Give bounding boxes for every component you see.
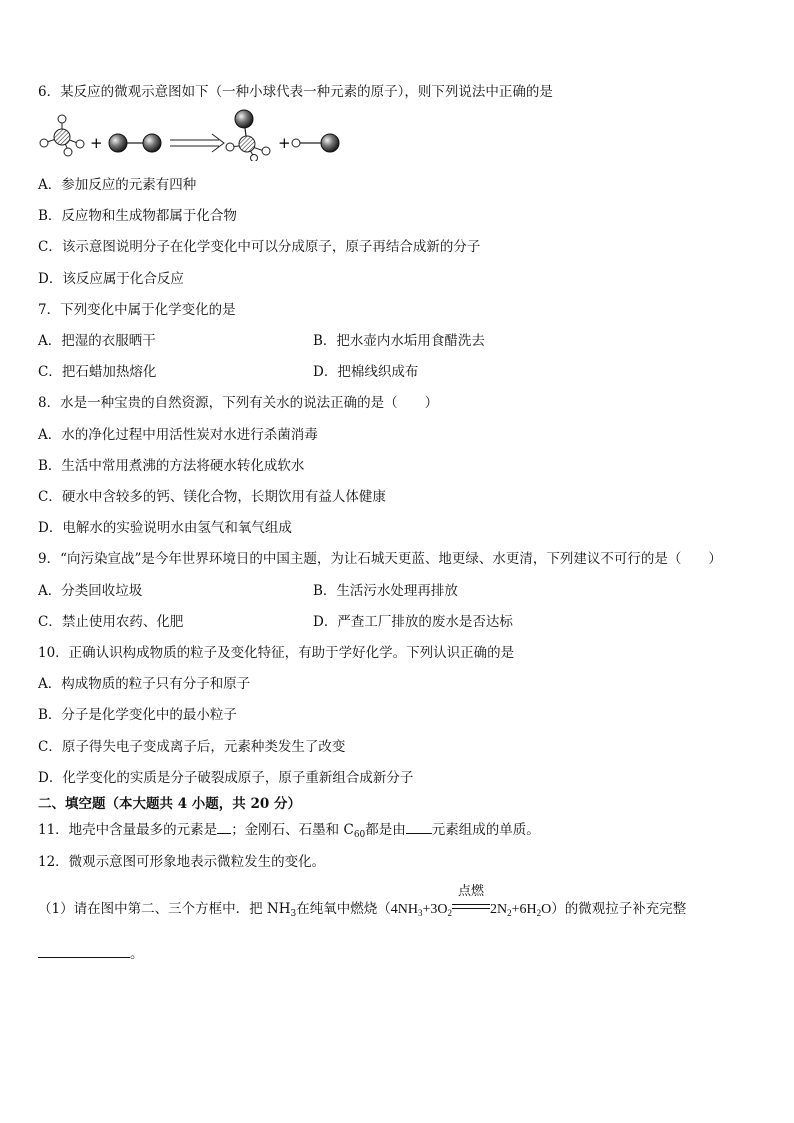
q8-option-b: B．生活中常用煮沸的方法将硬水转化成软水 (38, 458, 305, 474)
q9-option-b: B．生活污水处理再排放 (313, 583, 458, 599)
hatched-atom (54, 129, 70, 145)
q10-option-c: C．原子得失电子变成离子后，元素种类发生了改变 (38, 739, 346, 755)
product-molecule-1 (226, 110, 270, 161)
small-atom (58, 115, 66, 123)
q12-nh3-sub: 3 (290, 909, 297, 919)
q6-option-d: D．该反应属于化合反应 (38, 271, 184, 287)
q11-part4: 元素组成的单质。 (431, 822, 540, 838)
q7-option-a: A．把湿的衣服晒干 (38, 333, 156, 349)
q6-option-c: C．该示意图说明分子在化学变化中可以分成原子，原子再结合成新的分子 (38, 239, 481, 255)
dark-atom (321, 134, 339, 152)
small-atom (40, 139, 48, 147)
reaction-arrow (170, 134, 224, 152)
small-atom (226, 143, 234, 151)
small-atom (251, 155, 258, 162)
small-atom (262, 147, 270, 155)
plus-sign-1: + (90, 134, 103, 152)
reactant-molecule-2 (109, 134, 161, 152)
q8-option-a: A．水的净化过程中用活性炭对水进行杀菌消毒 (38, 427, 318, 443)
product-molecule-2 (292, 134, 339, 152)
q12-sub1 (38, 883, 687, 923)
q11-part2: ；金刚石、石墨和 C (231, 822, 354, 838)
dark-atom (235, 110, 253, 128)
q8-stem: 8．水是一种宝贵的自然资源，下列有关水的说法正确的是（ ） (38, 395, 439, 411)
q6-stem: 6．某反应的微观示意图如下（一种小球代表一种元素的原子），则下列说法中正确的是 (38, 84, 553, 100)
q11-part1: 11．地壳中含量最多的元素是 (38, 822, 218, 838)
q6-option-b: B．反应物和生成物都属于化合物 (38, 208, 237, 224)
q12-sub1-suffix: ）的微观拉子补充完整 (551, 901, 687, 917)
combustion-equation: $4NH_3+3O_2$ 点燃 $2N_2+6H_2O$ (390, 883, 552, 918)
q12-answer-line (38, 945, 144, 963)
q12-sub1-prefix: （1）请在图中第二、三个方框中．把 NH (38, 901, 291, 917)
small-atom (76, 140, 84, 148)
plus-sign-2: + (278, 134, 291, 152)
q9-stem: 9．“向污染宣战”是今年世界环境日的中国主题，为让石城天更蓝、地更绿、水更清，下列建议不可行的是（ ） (38, 551, 722, 567)
q6-option-a: A．参加反应的元素有四种 (38, 177, 197, 193)
q10-stem: 10．正确认识构成物质的粒子及变化特征，有助于学好化学。下列认识正确的是 (38, 645, 515, 661)
q7-stem: 7．下列变化中属于化学变化的是 (38, 302, 236, 318)
q12-tail: 。 (130, 946, 144, 962)
q10-option-d: D．化学变化的实质是分子破裂成原子，原子重新组合成新分子 (38, 770, 414, 786)
q10-option-b: B．分子是化学变化中的最小粒子 (38, 707, 237, 723)
reaction-micro-diagram (34, 107, 344, 161)
q11-part3: 都是由 (365, 822, 406, 838)
q12-stem: 12．微观示意图可形象地表示微粒发生的变化。 (38, 854, 326, 870)
q12-sub1-mid: 在纯氧中燃烧（ (296, 901, 391, 917)
q11-text (38, 821, 540, 844)
q11-blank-1[interactable] (217, 821, 231, 834)
q9-option-d: D．严查工厂排放的废水是否达标 (313, 614, 513, 630)
q9-option-c: C．禁止使用农药、化肥 (38, 614, 184, 630)
q9-option-a: A．分类回收垃圾 (38, 583, 143, 599)
reaction-condition (452, 883, 490, 913)
reactant-molecule-1 (40, 115, 84, 156)
dark-atom (143, 134, 161, 152)
q8-option-d: D．电解水的实验说明水由氢气和氧气组成 (38, 520, 292, 536)
q11-sub60: 60 (353, 830, 366, 840)
q12-answer-blank[interactable] (38, 945, 130, 958)
dark-atom (109, 134, 127, 152)
small-atom (64, 148, 72, 156)
section-2-heading: 二、填空题（本大题共 4 小题，共 20 分） (38, 796, 301, 812)
q7-option-c: C．把石蜡加热熔化 (38, 364, 157, 380)
q7-option-d: D．把棉线织成布 (313, 364, 419, 380)
q7-option-b: B．把水壶内水垢用食醋洗去 (313, 333, 485, 349)
q11-blank-2[interactable] (406, 821, 432, 834)
hatched-atom (239, 136, 255, 152)
q8-option-c: C．硬水中含较多的钙、镁化合物，长期饮用有益人体健康 (38, 489, 386, 505)
q10-option-a: A．构成物质的粒子只有分子和原子 (38, 676, 251, 692)
condition-ignite: 点燃 (457, 883, 484, 898)
small-atom (292, 139, 300, 147)
